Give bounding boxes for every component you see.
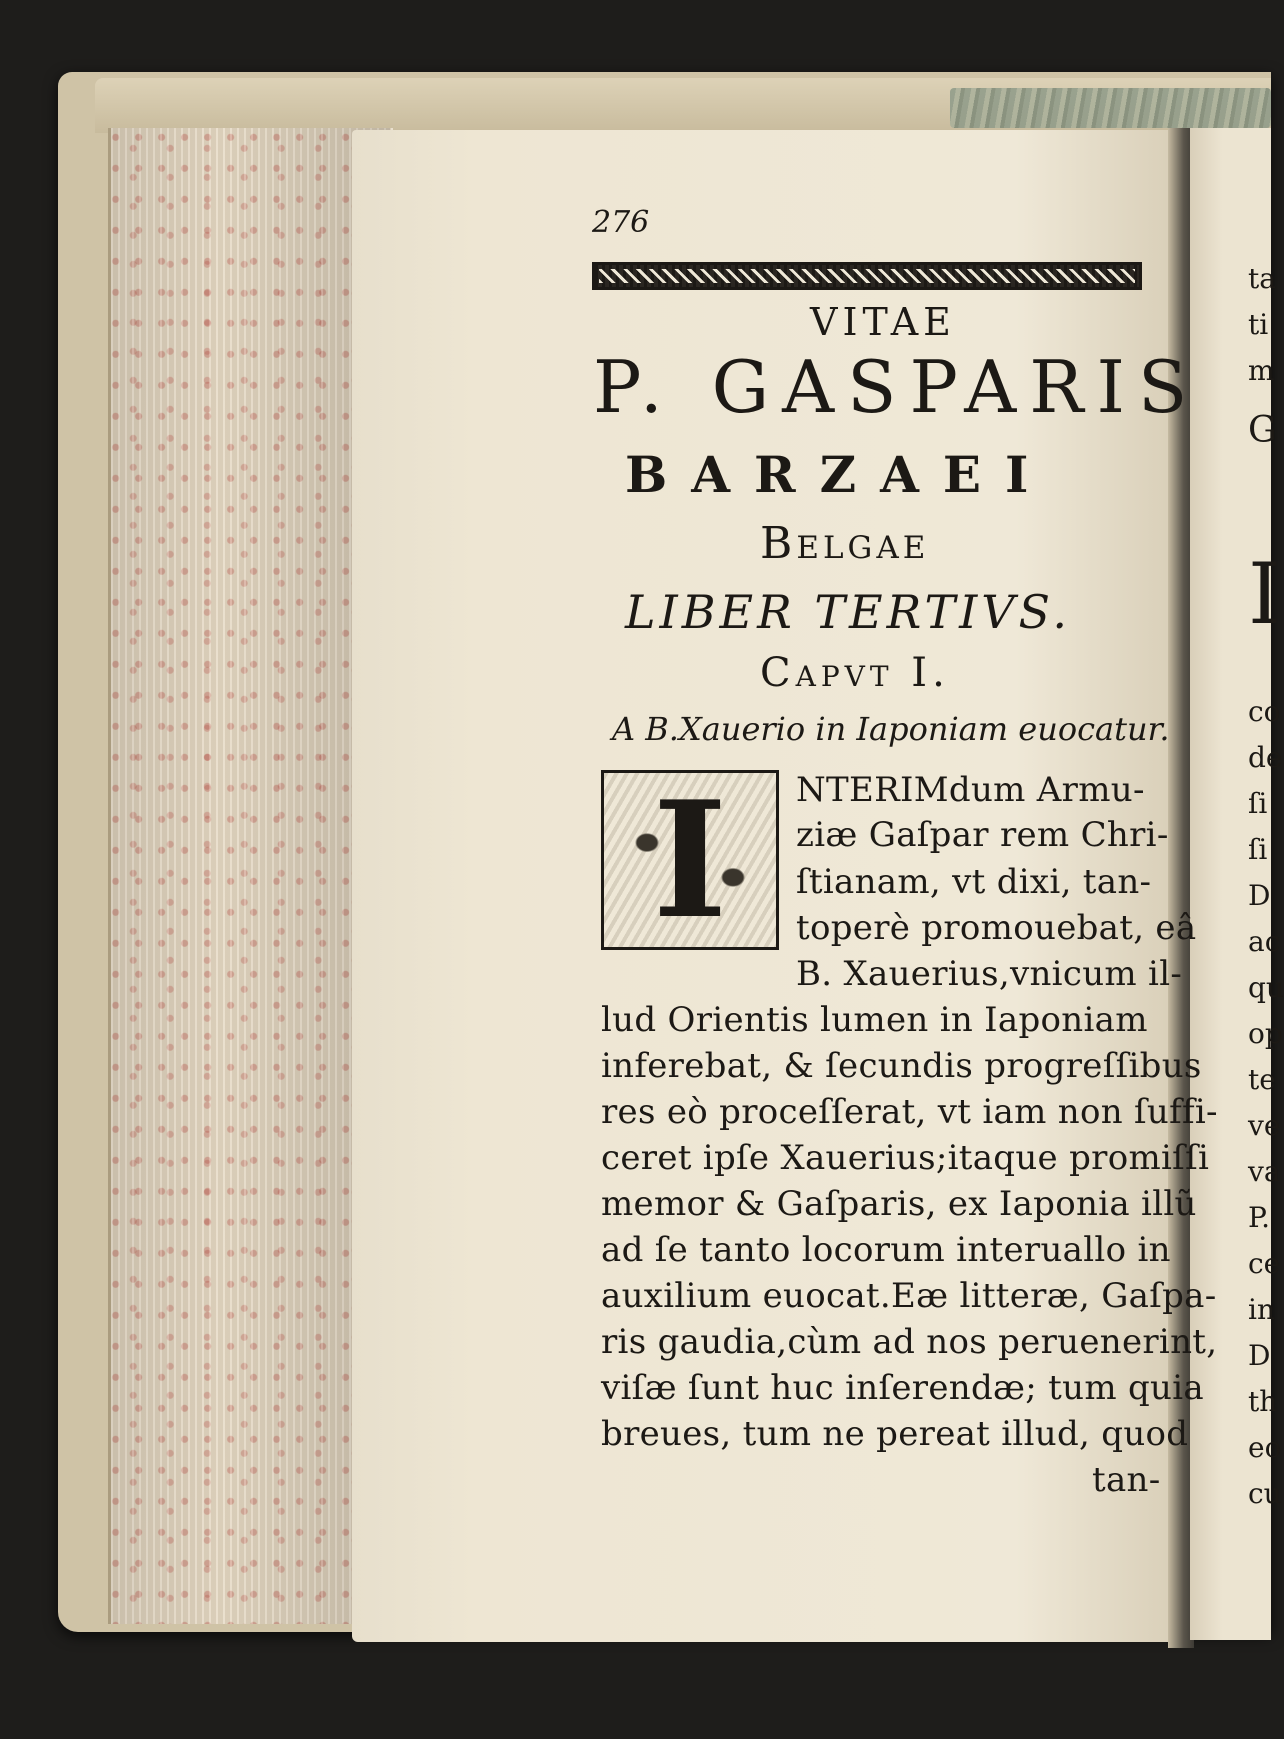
binding-strip — [950, 88, 1271, 128]
title-surname: BARZAEI — [625, 445, 1053, 504]
text-line: lud Orientis lumen in Iaponiam — [601, 1000, 1148, 1040]
decorated-initial — [601, 766, 779, 954]
text-line: auxilium euocat.Eæ litteræ, Gaſpa- — [601, 1276, 1217, 1316]
text-line: ad ſe tanto locorum interuallo in — [601, 1230, 1171, 1270]
title-nation: Belgae — [760, 518, 930, 569]
next-page-fragment: ti — [1248, 308, 1269, 341]
next-page-fragment: te — [1248, 1063, 1276, 1096]
next-page-fragment: P. — [1248, 1201, 1271, 1234]
catchword: tan- — [1092, 1460, 1161, 1500]
next-page-fragment: D — [1248, 879, 1271, 912]
next-page-fragment: op — [1248, 1017, 1283, 1050]
text-line: res eò proceſſerat, vt iam non ſuffi- — [601, 1092, 1218, 1132]
text-line: ſtianam, vt dixi, tan- — [796, 862, 1152, 902]
next-page-fragment: th — [1248, 1385, 1278, 1418]
title-name: P. GASPARIS — [593, 345, 1201, 429]
next-page-fragment: I — [1248, 545, 1282, 643]
text-line: ris gaudia,cùm ad nos peruenerint, — [601, 1322, 1218, 1362]
next-page-fragment: D — [1248, 1339, 1271, 1372]
next-page-fragment: ac — [1248, 925, 1281, 958]
text-line: B. Xauerius,vnicum il- — [796, 954, 1183, 994]
page-number: 276 — [592, 205, 650, 240]
next-page-fragment: ta — [1248, 262, 1276, 295]
fore-edge-shade — [108, 128, 390, 1624]
chapter-title: Capvt I. — [760, 650, 950, 696]
next-page-fragment: G — [1248, 410, 1277, 451]
book-title: LIBER TERTIVS. — [625, 585, 1072, 639]
text-line: breues, tum ne pereat illud, quod — [601, 1414, 1189, 1454]
next-page-fragment: va — [1248, 1155, 1281, 1188]
title-vitae: VITAE — [810, 300, 956, 344]
next-page-fragment: qu — [1248, 971, 1284, 1004]
initial-letter: I — [652, 766, 728, 954]
text-line: toperè promouebat, eâ — [796, 908, 1197, 948]
next-page-fragment: ſi — [1248, 787, 1268, 820]
text-line: memor & Gaſparis, ex Iaponia illũ — [601, 1184, 1197, 1224]
next-page-fragment: cu — [1248, 1477, 1282, 1510]
text-line: inferebat, & ſecundis progreſſibus — [601, 1046, 1202, 1086]
next-page-fragment: ve — [1248, 1109, 1281, 1142]
headpiece-ornament — [592, 262, 1142, 290]
chapter-summary: A B.Xauerio in Iaponiam euocatur. — [612, 710, 1170, 748]
next-page-fragment: in — [1248, 1293, 1275, 1326]
text-line: viſæ ſunt huc inſerendæ; tum quia — [601, 1368, 1204, 1408]
next-page-fragment: m — [1248, 354, 1275, 387]
text-line: ziæ Gaſpar rem Chri- — [796, 815, 1169, 855]
next-page-fragment: eo — [1248, 1431, 1282, 1464]
next-page-fragment: ſi — [1248, 833, 1268, 866]
text-line: NTERIMdum Armu- — [796, 770, 1145, 810]
next-page-fragment: de — [1248, 741, 1283, 774]
text-line: ceret ipſe Xauerius;itaque promiſſi — [601, 1138, 1210, 1178]
next-page-fragment: co — [1248, 695, 1281, 728]
next-page-fragment: ce — [1248, 1247, 1281, 1280]
